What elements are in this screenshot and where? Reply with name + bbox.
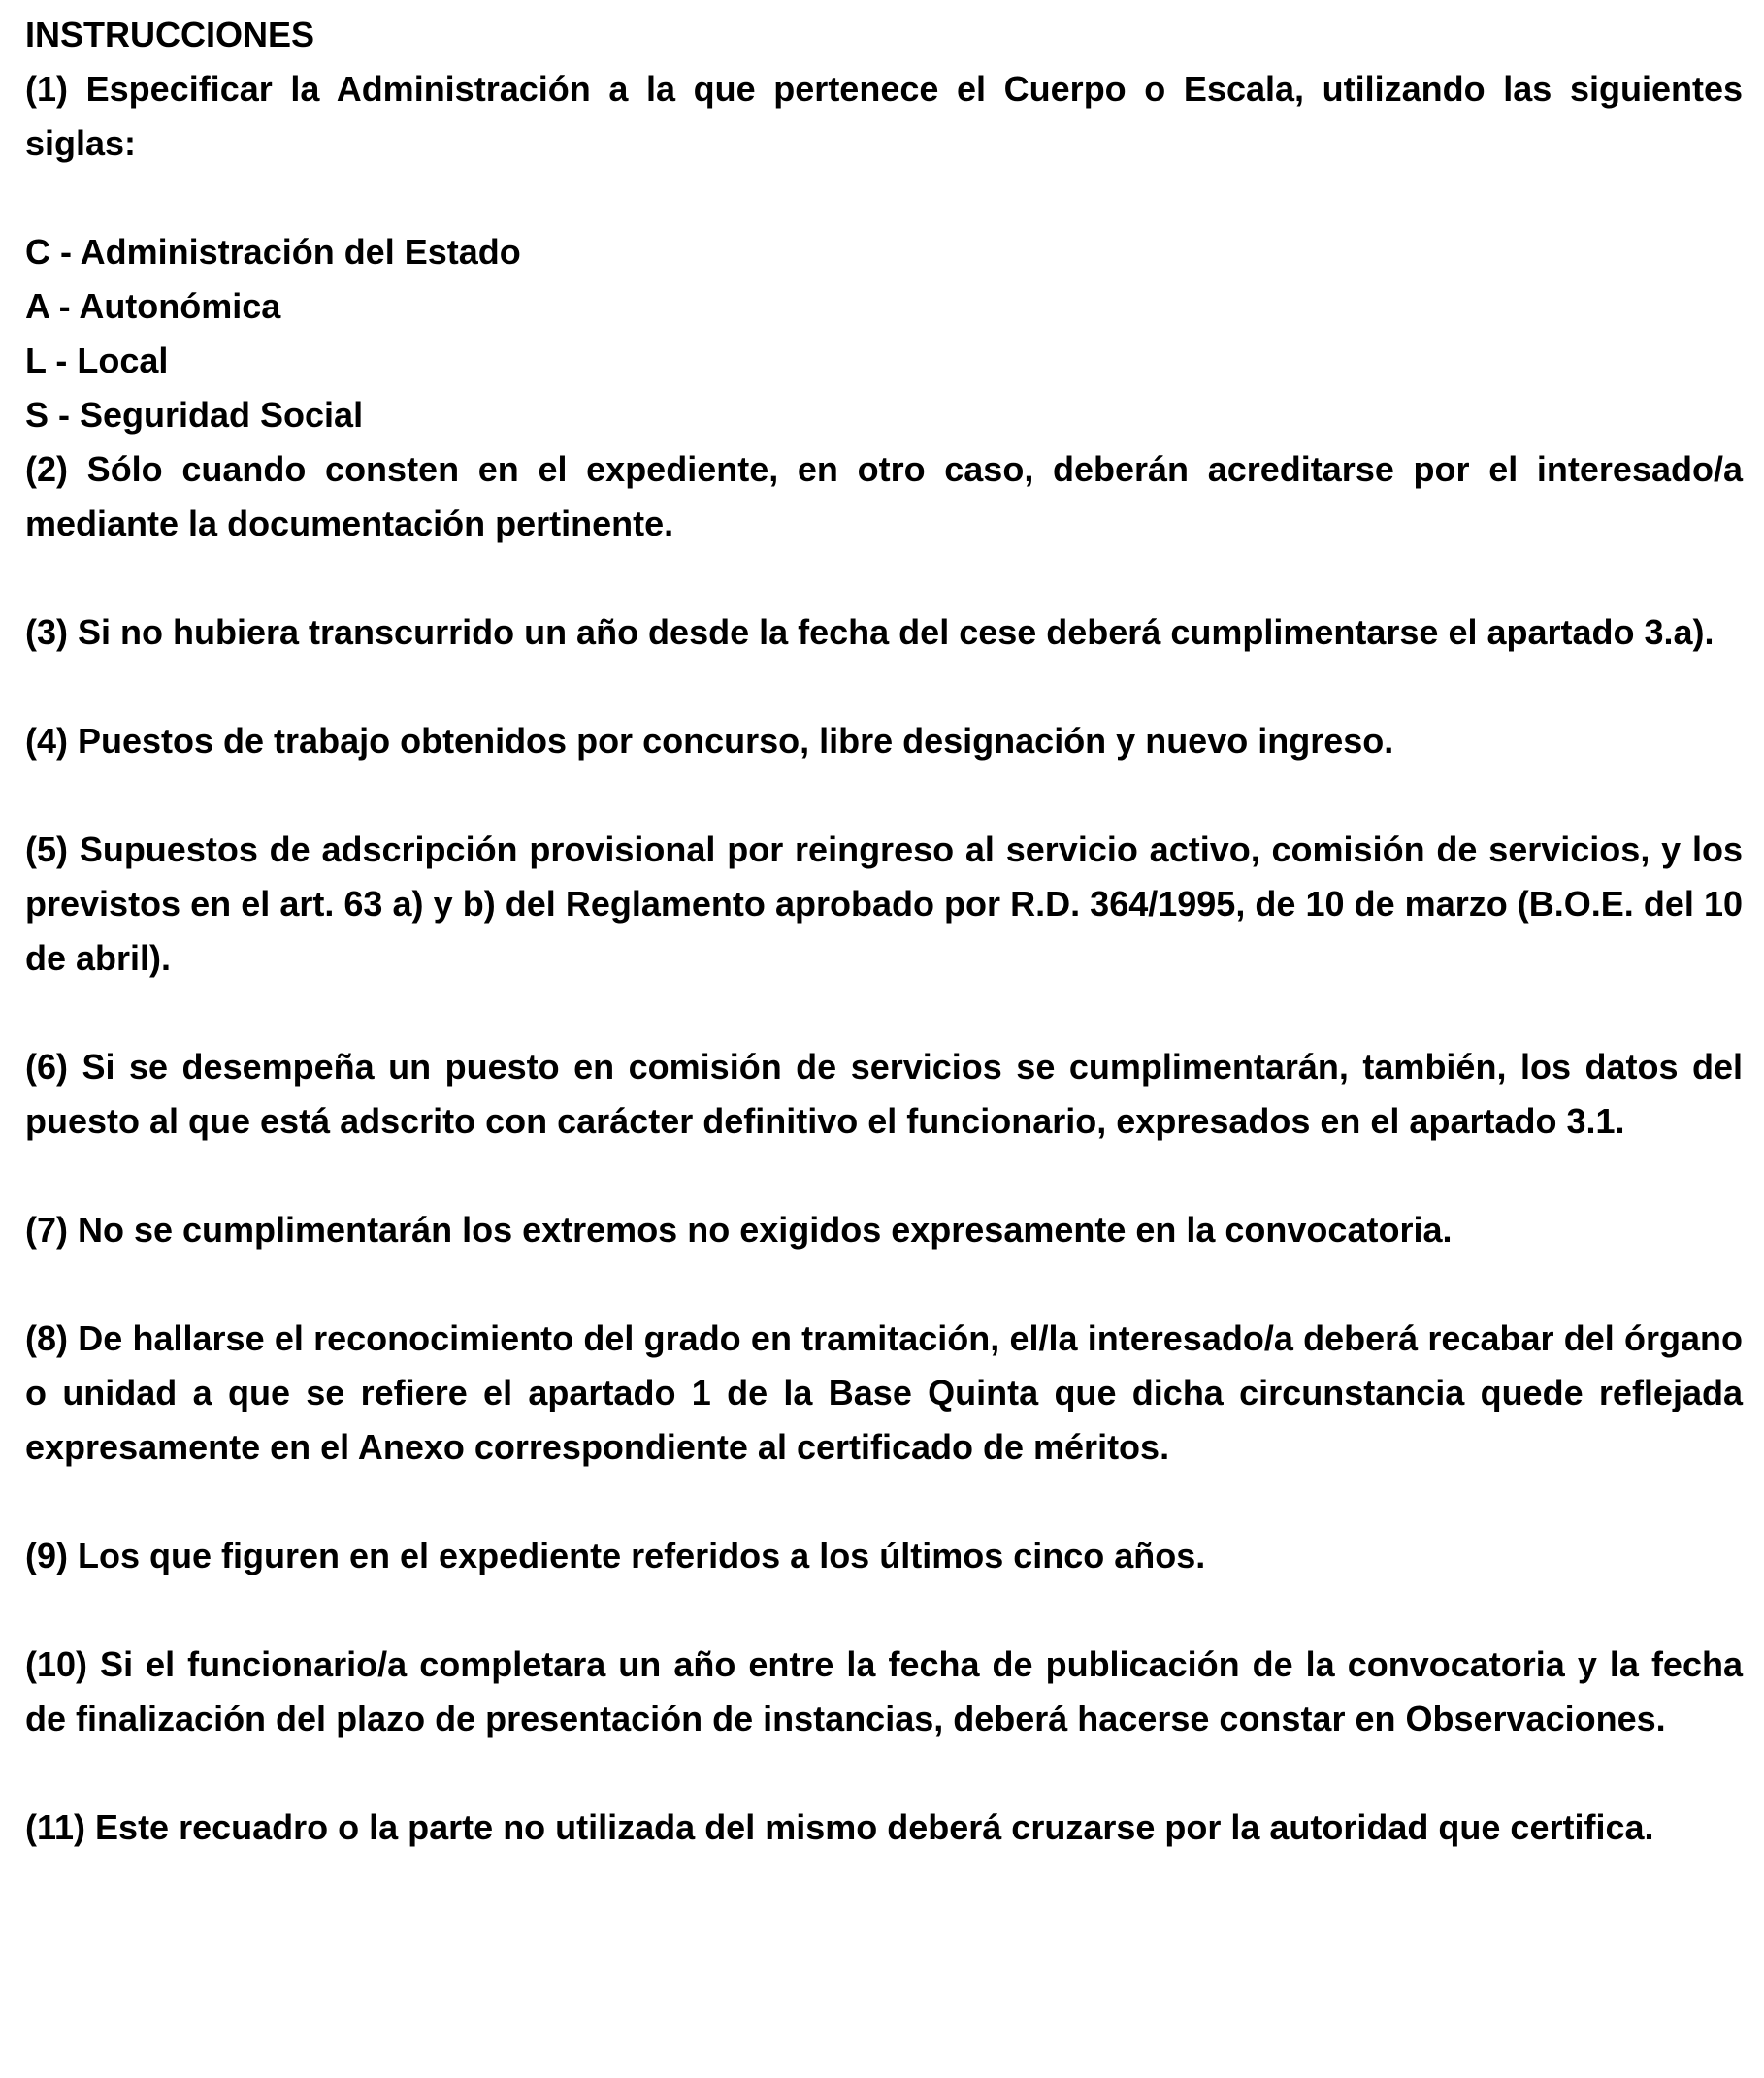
- instruction-note-1: (1) Especificar la Administración a la que pertenece el Cuerpo o Escala, utilizando las siguientes siglas:: [25, 69, 1743, 163]
- instruction-note-5: (5) Supuestos de adscripción provisional por reingreso al servicio activo, comisión de servicios, y los previstos en el art. 63 a) y b) del Reglamento aprobado por R.D. 364/1995, de 10 de marzo (B.O.E. del 10 de abril).: [25, 829, 1743, 978]
- instruction-note-7: (7) No se cumplimentarán los extremos no exigidos expresamente en la convocatoria.: [25, 1210, 1453, 1250]
- instruction-note-8: (8) De hallarse el reconocimiento del grado en tramitación, el/la interesado/a deberá recabar del órgano o unidad a que se refiere el apartado 1 de la Base Quinta que dicha circunstancia quede reflejada expresamente en el Anexo correspondiente al certificado de méritos.: [25, 1318, 1743, 1467]
- siglas-list: [25, 225, 1743, 442]
- instruction-note-6: (6) Si se desempeña un puesto en comisión de servicios se cumplimentarán, también, los datos del puesto al que está adscrito con carácter definitivo el funcionario, expresados en el apartado 3.1.: [25, 1047, 1743, 1141]
- instruction-note-9: (9) Los que figuren en el expediente referidos a los últimos cinco años.: [25, 1536, 1206, 1575]
- instruction-note-10: (10) Si el funcionario/a completara un año entre la fecha de publicación de la convocatoria y la fecha de finalización del plazo de presentación de instancias, deberá hacerse constar en Observaciones.: [25, 1644, 1743, 1738]
- sigla-item-l: L - Local: [25, 341, 169, 380]
- sigla-item-a: A - Autonómica: [25, 286, 281, 326]
- sigla-item-c: C - Administración del Estado: [25, 232, 521, 272]
- sigla-item-s: S - Seguridad Social: [25, 395, 364, 435]
- instruction-note-3: (3) Si no hubiera transcurrido un año desde la fecha del cese deberá cumplimentarse el apartado 3.a).: [25, 612, 1715, 652]
- page-title: INSTRUCCIONES: [25, 15, 315, 54]
- instructions-document: [25, 8, 1743, 1855]
- instruction-note-4: (4) Puestos de trabajo obtenidos por concurso, libre designación y nuevo ingreso.: [25, 721, 1394, 761]
- instruction-note-11: (11) Este recuadro o la parte no utilizada del mismo deberá cruzarse por la autoridad que certifica.: [25, 1807, 1654, 1847]
- instruction-note-2: (2) Sólo cuando consten en el expediente, en otro caso, deberán acreditarse por el interesado/a mediante la documentación pertinente.: [25, 449, 1743, 543]
